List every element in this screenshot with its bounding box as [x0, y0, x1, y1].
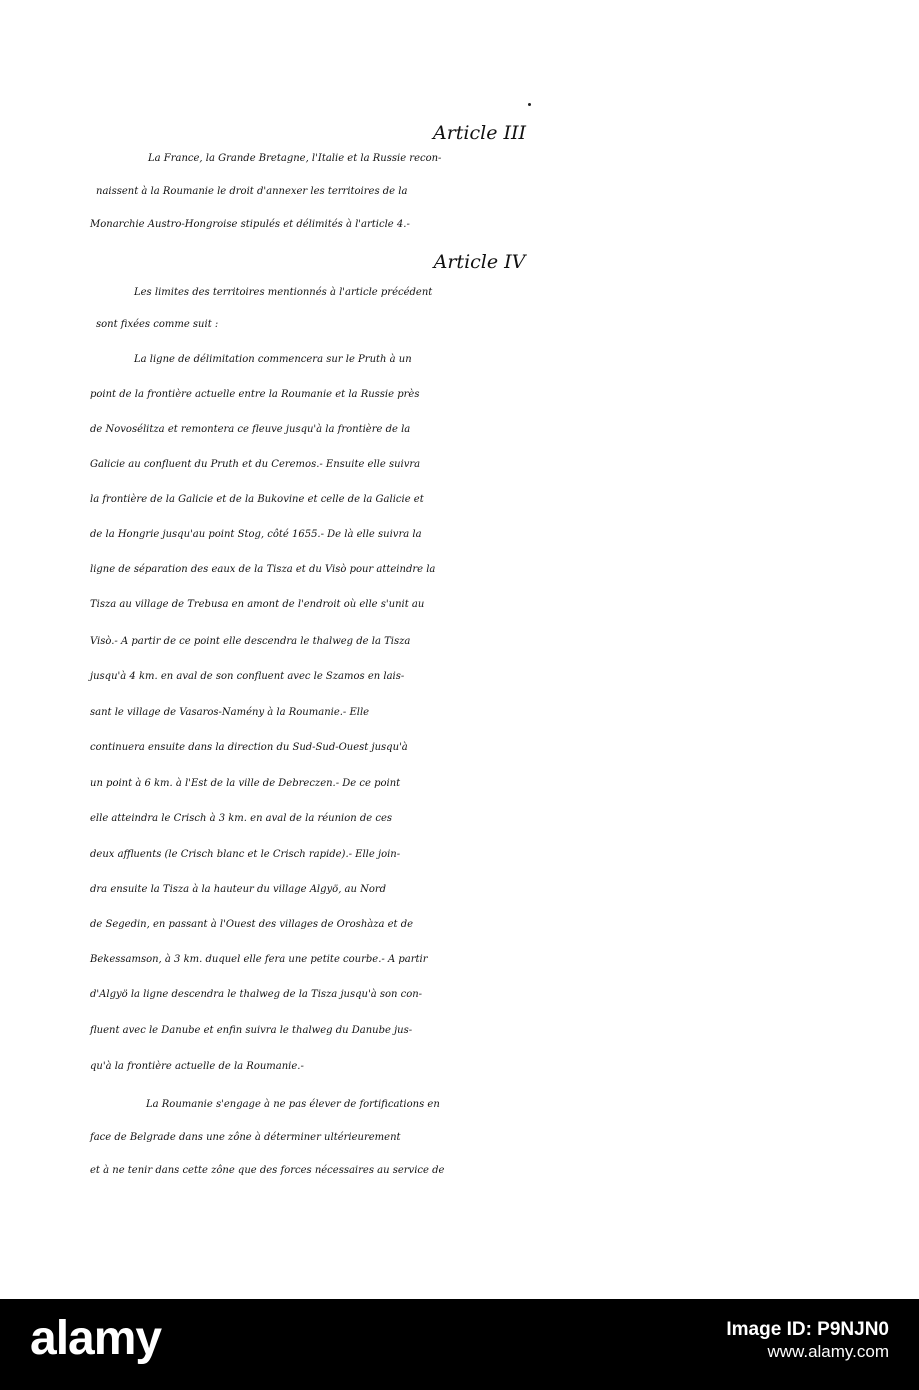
ink-mark	[528, 103, 531, 106]
text-line: Galicie au confluent du Pruth et du Ceremos.- Ensuite elle suivra	[90, 459, 421, 470]
text-line: elle atteindra le Crisch à 3 km. en aval de la réunion de ces	[90, 813, 393, 824]
text-line: sant le village de Vasaros-Namény à la Roumanie.- Elle	[90, 707, 370, 718]
text-line: de la Hongrie jusqu'au point Stog, côté 1655.- De là elle suivra la	[90, 529, 422, 540]
text-line: qu'à la frontière actuelle de la Roumanie.-	[90, 1061, 304, 1072]
text-line: sont fixées comme suit :	[96, 319, 219, 330]
text-line: La ligne de délimitation commencera sur le Pruth à un	[134, 354, 412, 365]
stock-footer-bar	[0, 1299, 919, 1390]
text-line: La Roumanie s'engage à ne pas élever de fortifications en	[146, 1099, 440, 1110]
text-line: fluent avec le Danube et enfin suivra le thalweg du Danube jus-	[90, 1025, 413, 1036]
text-line: jusqu'à 4 km. en aval de son confluent avec le Szamos en lais-	[90, 671, 405, 682]
text-line: Visò.- A partir de ce point elle descendra le thalweg de la Tisza	[90, 636, 411, 647]
site-url: www.alamy.com	[767, 1341, 889, 1361]
image-info	[726, 1319, 889, 1362]
alamy-logo: alamy	[30, 1312, 162, 1365]
text-line: de Segedin, en passant à l'Ouest des villages de Oroshàza et de	[90, 919, 414, 930]
article-iv-heading: Article IV	[433, 251, 526, 273]
text-line: la frontière de la Galicie et de la Bukovine et celle de la Galicie et	[90, 494, 424, 505]
text-line: continuera ensuite dans la direction du Sud-Sud-Ouest jusqu'à	[90, 742, 408, 753]
text-line: un point à 6 km. à l'Est de la ville de Debreczen.- De ce point	[90, 778, 401, 789]
text-line: naissent à la Roumanie le droit d'annexer les territoires de la	[96, 186, 408, 197]
text-line: face de Belgrade dans une zône à déterminer ultérieurement	[90, 1132, 401, 1143]
text-line: Bekessamson, à 3 km. duquel elle fera une petite courbe.- A partir	[90, 954, 428, 965]
text-line: et à ne tenir dans cette zône que des forces nécessaires au service de	[90, 1165, 445, 1176]
text-line: point de la frontière actuelle entre la Roumanie et la Russie près	[90, 389, 420, 400]
text-line: dra ensuite la Tisza à la hauteur du village Algyö, au Nord	[90, 884, 387, 895]
text-line: La France, la Grande Bretagne, l'Italie et la Russie recon-	[148, 153, 442, 164]
article-iii-heading: Article III	[432, 122, 527, 144]
text-line: Tisza au village de Trebusa en amont de l'endroit où elle s'unit au	[90, 599, 425, 610]
text-line: deux affluents (le Crisch blanc et le Crisch rapide).- Elle join-	[90, 849, 401, 860]
text-line: Les limites des territoires mentionnés à l'article précédent	[134, 287, 433, 298]
text-line: d'Algyö la ligne descendra le thalweg de la Tisza jusqu'à son con-	[90, 989, 423, 1000]
text-line: Monarchie Austro-Hongroise stipulés et délimités à l'article 4.-	[90, 219, 410, 230]
text-line: de Novosélitza et remontera ce fleuve jusqu'à la frontière de la	[90, 424, 411, 435]
image-id-label: Image ID: P9NJN0	[726, 1319, 889, 1340]
text-line: ligne de séparation des eaux de la Tisza et du Visò pour atteindre la	[90, 564, 436, 575]
